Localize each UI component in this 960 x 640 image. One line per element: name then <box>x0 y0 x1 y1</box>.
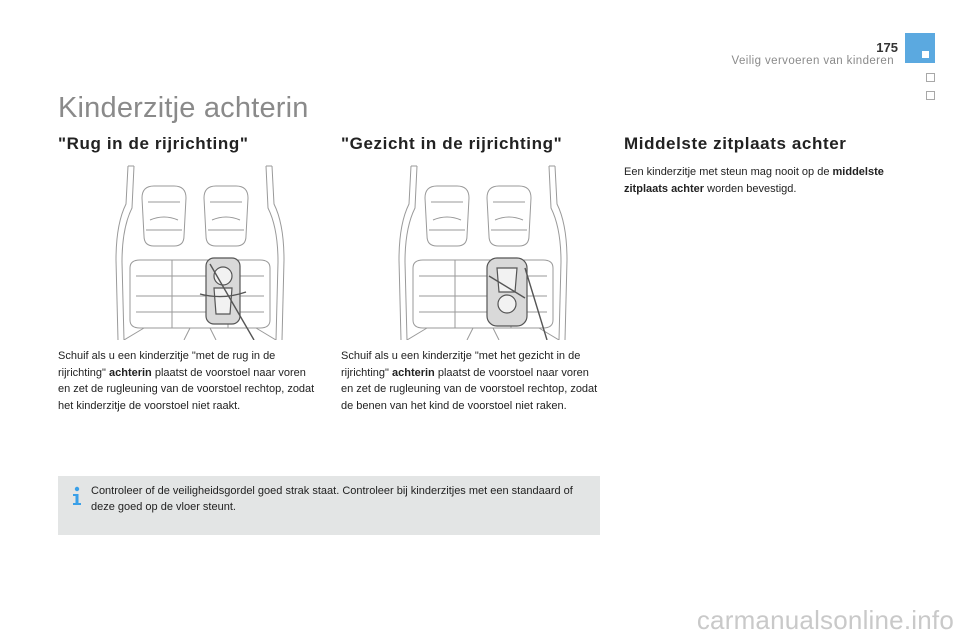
tab-marker <box>922 51 929 58</box>
chapter-title: Veilig vervoeren van kinderen <box>731 55 894 67</box>
page-number: 175 <box>876 40 898 55</box>
watermark: carmanualsonline.info <box>696 605 954 635</box>
chapter-tab-active[interactable] <box>905 33 935 63</box>
info-note <box>58 476 600 535</box>
rear-facing-child-seat-diagram <box>114 164 286 340</box>
forward-facing-child-seat-diagram <box>397 164 569 340</box>
heading-rear-facing: "Rug in de rijrichting" <box>58 134 249 153</box>
heading-forward-facing: "Gezicht in de rijrichting" <box>341 134 563 153</box>
info-note-text: Controleer of de veiligheidsgordel goed strak staat. Controleer bij kinderzitjes met een standaard of deze goed op de vloer steunt. <box>91 485 573 513</box>
info-icon <box>70 486 84 506</box>
heading-middle-seat: Middelste zitplaats achter <box>624 134 847 153</box>
body-text-middle-seat: Een kinderzitje met steun mag nooit op de middelste zitplaats achter worden bevestigd. <box>624 166 884 195</box>
chapter-tab[interactable] <box>926 73 935 82</box>
page-title: Kinderzitje achterin <box>58 92 309 124</box>
body-text-forward-facing: Schuif als u een kinderzitje "met het gezicht in de rijrichting" achterin plaatst de voorstoel naar voren en zet de rugleuning van de voorstoel rechtop, zodat de benen van het kind de voorstoel niet raken. <box>341 350 598 412</box>
body-text-rear-facing: Schuif als u een kinderzitje "met de rug in de rijrichting" achterin plaatst de voorstoel naar voren en zet de rugleuning van de voorstoel rechtop, zodat het kinderzitje de voorstoel niet raakt. <box>58 350 315 412</box>
chapter-tab[interactable] <box>926 91 935 100</box>
